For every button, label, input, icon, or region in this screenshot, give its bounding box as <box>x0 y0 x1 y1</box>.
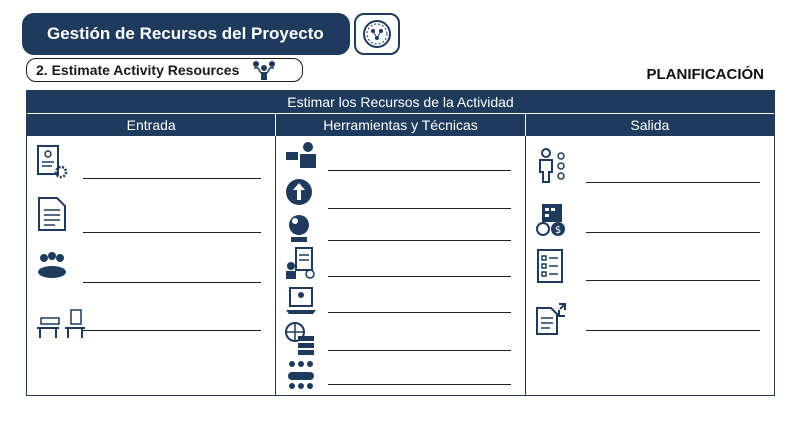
blank-line <box>83 232 261 233</box>
phase-label: PLANIFICACIÓN <box>646 66 764 83</box>
blank-line <box>83 330 261 331</box>
blank-line <box>586 232 760 233</box>
blank-line <box>328 240 510 241</box>
network-database-icon <box>284 320 318 356</box>
column-herramientas <box>275 136 524 396</box>
entrada-item <box>27 308 275 348</box>
blank-line <box>328 170 510 171</box>
process-title: 2. Estimate Activity Resources <box>36 62 240 78</box>
people-icon <box>251 60 277 80</box>
process-label <box>26 58 303 82</box>
entrada-item <box>27 196 275 236</box>
office-desks-icon <box>35 308 87 344</box>
blank-line <box>83 282 261 283</box>
herramientas-item <box>276 246 524 286</box>
column-headers <box>27 113 774 136</box>
blank-line <box>328 384 510 385</box>
upward-arrow-icon <box>284 176 318 212</box>
blank-line <box>328 350 510 351</box>
page-title: Gestión de Recursos del Proyecto <box>47 24 324 43</box>
team-group-icon <box>35 248 69 284</box>
salida-item <box>526 148 774 188</box>
table-title: Estimar los Recursos de la Actividad <box>27 91 774 113</box>
crystal-ball-icon <box>284 212 318 248</box>
blank-line <box>586 182 760 183</box>
expert-judgment-icon <box>284 140 318 176</box>
blank-line <box>328 208 510 209</box>
herramientas-item <box>276 140 524 180</box>
salida-item <box>526 202 774 242</box>
meeting-table-icon <box>284 358 318 394</box>
herramientas-item <box>276 358 524 398</box>
blank-line <box>328 312 510 313</box>
blank-line <box>328 276 510 277</box>
document-update-icon <box>534 300 568 336</box>
cost-schedule-icon <box>534 202 568 238</box>
title-banner <box>22 13 350 55</box>
resource-person-icon <box>534 148 568 184</box>
salida-item <box>526 300 774 340</box>
laptop-icon <box>284 284 318 320</box>
column-entrada <box>27 136 275 396</box>
itto-table <box>26 90 775 396</box>
herramientas-item <box>276 320 524 360</box>
blank-line <box>83 178 261 179</box>
herramientas-item <box>276 176 524 216</box>
herramientas-item <box>276 284 524 324</box>
checklist-icon <box>534 248 568 284</box>
resource-management-icon <box>354 13 400 55</box>
column-header-herramientas: Herramientas y Técnicas <box>275 114 524 136</box>
salida-item <box>526 248 774 288</box>
blank-line <box>586 330 760 331</box>
plan-gear-icon <box>35 144 69 180</box>
blank-line <box>586 280 760 281</box>
svg-text:$: $ <box>554 225 561 236</box>
column-header-salida: Salida <box>525 114 774 136</box>
entrada-item <box>27 144 275 184</box>
calculator-person-icon <box>284 246 318 282</box>
column-salida <box>525 136 774 396</box>
column-header-entrada: Entrada <box>126 117 176 133</box>
document-icon <box>35 196 69 232</box>
entrada-item <box>27 248 275 288</box>
